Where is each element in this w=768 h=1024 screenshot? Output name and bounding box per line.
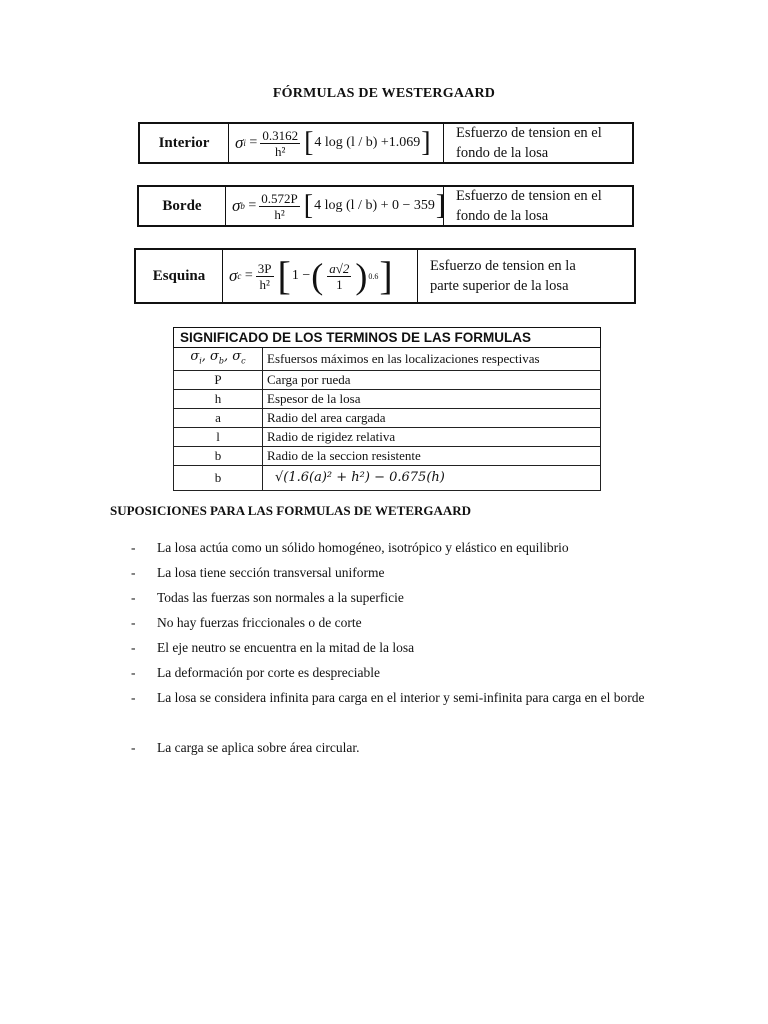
table-row bbox=[174, 446, 601, 465]
term-formula: √(1.6(a)² + h²) − 0.675(h) bbox=[263, 465, 601, 490]
formula-box-esquina bbox=[134, 248, 636, 304]
formula-esquina: σ c = $\frac{3P}{\text{h²}}$ [ 1 − ( $\frac{a√2}{1}$ ) 0.6 ] bbox=[223, 250, 418, 302]
formula-description-borde: Esfuerzo de tension en el fondo de la losa bbox=[456, 188, 602, 224]
table-row bbox=[174, 465, 601, 490]
list-item: - La losa actúa como un sólido homogéneo, isotrópico y elástico en equilibrio bbox=[131, 540, 569, 555]
term-meaning: Espesor de la losa bbox=[263, 389, 601, 408]
formula-interior: σ i = $\frac{0.3162}{\text{h²}}$ [ 4 log (l / b) +1.069 ] bbox=[229, 124, 444, 162]
term-meaning: Radio del area cargada bbox=[263, 408, 601, 427]
terms-table-header: SIGNIFICADO DE LOS TERMINOS DE LAS FORMULAS bbox=[174, 328, 601, 348]
term-meaning: Radio de la seccion resistente bbox=[263, 446, 601, 465]
table-row bbox=[174, 348, 601, 371]
term-meaning: Carga por rueda bbox=[263, 370, 601, 389]
term-symbol: b bbox=[174, 446, 263, 465]
formula-borde: σ b = $\frac{0.572P}{\text{h²}}$ [ 4 log (l / b) + 0 − 359 ] bbox=[226, 187, 444, 225]
term-symbol: P bbox=[174, 370, 263, 389]
page-title: FÓRMULAS DE WESTERGAARD bbox=[272, 86, 496, 101]
term-meaning: Radio de rigidez relativa bbox=[263, 427, 601, 446]
formula-box-interior bbox=[138, 122, 634, 164]
formula-description-interior: Esfuerzo de tension en el fondo de la losa bbox=[456, 125, 602, 161]
table-row bbox=[174, 427, 601, 446]
table-row bbox=[174, 408, 601, 427]
term-symbol: l bbox=[174, 427, 263, 446]
term-symbol: b bbox=[174, 465, 263, 490]
table-row bbox=[174, 370, 601, 389]
list-item: - El eje neutro se encuentra en la mitad de la losa bbox=[131, 640, 415, 655]
formula-box-borde bbox=[137, 185, 634, 227]
list-item: - La carga se aplica sobre área circular. bbox=[131, 740, 360, 755]
list-item: - No hay fuerzas friccionales o de corte bbox=[131, 615, 362, 630]
formula-label-esquina: Esquina bbox=[136, 250, 223, 302]
term-meaning: Esfuersos máximos en las localizaciones respectivas bbox=[263, 348, 601, 371]
list-item: - La losa tiene sección transversal uniforme bbox=[131, 565, 385, 580]
terms-table bbox=[173, 327, 601, 491]
assumptions-title: SUPOSICIONES PARA LAS FORMULAS DE WETERGAARD bbox=[110, 503, 472, 518]
list-item: - Todas las fuerzas son normales a la superficie bbox=[131, 590, 404, 605]
formula-label-borde: Borde bbox=[139, 187, 226, 225]
term-symbol: h bbox=[174, 389, 263, 408]
list-item: - La deformación por corte es despreciable bbox=[131, 665, 381, 680]
list-item: - La losa se considera infinita para carga en el interior y semi-infinita para carga en el borde bbox=[131, 690, 645, 705]
formula-label-interior: Interior bbox=[140, 124, 229, 162]
term-symbol: $\sigma_i$, $\sigma_b$, $\sigma_c$ bbox=[174, 348, 263, 371]
term-symbol: a bbox=[174, 408, 263, 427]
table-row bbox=[174, 389, 601, 408]
formula-description-esquina: Esfuerzo de tension en la parte superior de la losa bbox=[430, 258, 576, 294]
assumptions-list bbox=[131, 535, 677, 760]
